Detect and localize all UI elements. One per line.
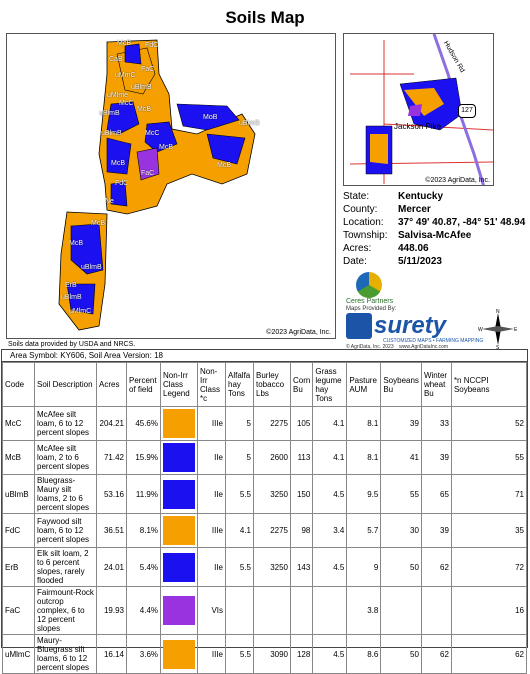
- area-symbol: Area Symbol: KY606, Soil Area Version: 18: [2, 350, 527, 362]
- ceres-logo: [346, 272, 393, 305]
- class-legend-swatch: [161, 548, 198, 587]
- soils-table: [2, 362, 527, 674]
- surety-logo: surety: [374, 312, 447, 339]
- table-row: [3, 514, 527, 548]
- map-label: CaB: [109, 56, 123, 63]
- cell-pct: 15.9%: [127, 441, 161, 475]
- col-header: Soil Description: [35, 363, 97, 407]
- cell-pct: 11.9%: [127, 475, 161, 514]
- soils-table-container: [1, 349, 528, 672]
- surety-logo-icon: [346, 313, 372, 339]
- legend-color: [163, 553, 195, 582]
- compass-icon: [478, 309, 518, 349]
- cell-wheat: 39: [421, 441, 451, 475]
- cell-nccpi: 71: [451, 475, 526, 514]
- cell-acres: 16.14: [97, 635, 127, 674]
- map-label: uMmC: [115, 72, 136, 79]
- col-header: Corn Bu: [291, 363, 313, 407]
- cell-burley: [254, 587, 291, 635]
- map-label: uBlmB: [131, 84, 152, 91]
- cell-burley: 3250: [254, 548, 291, 587]
- compass-w: W: [478, 327, 483, 333]
- map-label: FdC: [145, 42, 159, 49]
- cell-burley: 2275: [254, 514, 291, 548]
- map-copyright: ©2023 AgriData, Inc.: [266, 329, 331, 336]
- inset-map[interactable]: [343, 33, 494, 186]
- cell-pct: 5.4%: [127, 548, 161, 587]
- cell-cls: IIIe: [198, 407, 226, 441]
- cell-grass: 4.1: [313, 441, 347, 475]
- location-value: 37° 49' 40.87, -84° 51' 48.94: [398, 217, 526, 228]
- township-value: Salvisa-McAfee: [398, 230, 472, 241]
- cell-pct: 3.6%: [127, 635, 161, 674]
- cell-acres: 53.16: [97, 475, 127, 514]
- road-label: Jackson Pike: [394, 122, 442, 131]
- cell-code: FaC: [3, 587, 35, 635]
- map-label: McB: [117, 40, 131, 47]
- cell-pasture: 8.1: [347, 441, 381, 475]
- cell-corn: 143: [291, 548, 313, 587]
- ceres-logo-text: Ceres Partners: [346, 298, 394, 305]
- cell-pct: 45.6%: [127, 407, 161, 441]
- map-label: uBlmB: [101, 130, 122, 137]
- cell-wheat: 62: [421, 635, 451, 674]
- compass-n: N: [496, 309, 500, 315]
- map-label: uBlmB: [81, 264, 102, 271]
- cell-pasture: 8.6: [347, 635, 381, 674]
- cell-code: ErB: [3, 548, 35, 587]
- cell-soy: 30: [381, 514, 422, 548]
- cell-code: McC: [3, 407, 35, 441]
- col-header: Grass legume hay Tons: [313, 363, 347, 407]
- col-header: Code: [3, 363, 35, 407]
- map-label: FaC: [141, 66, 155, 73]
- cell-cls: IIe: [198, 548, 226, 587]
- cell-soy: 41: [381, 441, 422, 475]
- cell-cls: VIs: [198, 587, 226, 635]
- cell-acres: 204.21: [97, 407, 127, 441]
- map-label: McB: [217, 162, 231, 169]
- map-label: FdC: [115, 180, 129, 187]
- class-legend-swatch: [161, 441, 198, 475]
- cell-desc: Faywood silt loam, 6 to 12 percent slopes: [35, 514, 97, 548]
- map-label: uBlmB: [99, 110, 120, 117]
- cell-corn: 98: [291, 514, 313, 548]
- cell-nccpi: 35: [451, 514, 526, 548]
- state-label: State:: [343, 191, 370, 202]
- cell-wheat: 39: [421, 514, 451, 548]
- state-value: Kentucky: [398, 191, 444, 202]
- table-row: [3, 441, 527, 475]
- cell-burley: 3250: [254, 475, 291, 514]
- soils-map[interactable]: [6, 33, 336, 339]
- inset-copyright: ©2023 AgriData, Inc.: [425, 177, 490, 184]
- map-label: McB: [91, 220, 105, 227]
- route-shield: 127: [458, 104, 476, 118]
- cell-alfalfa: 5: [226, 441, 254, 475]
- map-label: McC: [145, 130, 160, 137]
- map-label: McB: [137, 106, 151, 113]
- cell-cls: IIe: [198, 441, 226, 475]
- cell-soy: 50: [381, 635, 422, 674]
- cell-grass: 4.5: [313, 475, 347, 514]
- cell-cls: IIe: [198, 475, 226, 514]
- cell-wheat: 62: [421, 548, 451, 587]
- road-label: Hudson Rd: [441, 40, 466, 74]
- table-row: [3, 635, 527, 674]
- cell-corn: 113: [291, 441, 313, 475]
- page-title: Soils Map: [225, 8, 305, 27]
- cell-nccpi: 55: [451, 441, 526, 475]
- map-label: MoB: [203, 114, 218, 121]
- class-legend-swatch: [161, 635, 198, 674]
- ceres-emblem-icon: [356, 272, 382, 298]
- col-header: Alfalfa hay Tons: [226, 363, 254, 407]
- footer-right: www.AgriDataInc.com: [399, 344, 449, 350]
- class-legend-swatch: [161, 514, 198, 548]
- made-by-label: Maps Provided By:: [346, 306, 397, 312]
- map-label: McC: [119, 100, 134, 107]
- cell-soy: 50: [381, 548, 422, 587]
- cell-corn: [291, 587, 313, 635]
- cell-nccpi: 52: [451, 407, 526, 441]
- col-header: Pasture AUM: [347, 363, 381, 407]
- cell-corn: 105: [291, 407, 313, 441]
- cell-pct: 4.4%: [127, 587, 161, 635]
- table-row: [3, 548, 527, 587]
- cell-pct: 8.1%: [127, 514, 161, 548]
- col-header: Percent of field: [127, 363, 161, 407]
- cell-wheat: [421, 587, 451, 635]
- col-header: Non-Irr Class *c: [198, 363, 226, 407]
- acres-value: 448.06: [398, 243, 429, 254]
- cell-code: uBlmB: [3, 475, 35, 514]
- col-header: Soybeans Bu: [381, 363, 422, 407]
- cell-alfalfa: 5.5: [226, 475, 254, 514]
- class-legend-swatch: [161, 587, 198, 635]
- map-label: Ne: [105, 198, 114, 205]
- cell-desc: Maury-Bluegrass silt loams, 6 to 12 percent slopes: [35, 635, 97, 674]
- compass-s: S: [496, 345, 500, 349]
- cell-wheat: 33: [421, 407, 451, 441]
- map-label: ErB: [65, 282, 77, 289]
- table-row: [3, 475, 527, 514]
- legend-color: [163, 409, 195, 438]
- class-legend-swatch: [161, 475, 198, 514]
- cell-desc: Elk silt loam, 2 to 6 percent slopes, rarely flooded: [35, 548, 97, 587]
- legend-color: [163, 480, 195, 509]
- location-info: [343, 190, 525, 268]
- cell-code: McB: [3, 441, 35, 475]
- cell-soy: 39: [381, 407, 422, 441]
- cell-wheat: 65: [421, 475, 451, 514]
- table-header-row: [3, 363, 527, 407]
- map-label: FaC: [141, 170, 155, 177]
- cell-nccpi: 16: [451, 587, 526, 635]
- cell-soy: 55: [381, 475, 422, 514]
- cell-alfalfa: 4.1: [226, 514, 254, 548]
- cell-alfalfa: 5: [226, 407, 254, 441]
- date-label: Date:: [343, 256, 367, 267]
- cell-pasture: 5.7: [347, 514, 381, 548]
- county-value: Mercer: [398, 204, 431, 215]
- cell-alfalfa: 5.5: [226, 635, 254, 674]
- compass-e: E: [514, 327, 518, 333]
- cell-desc: Bluegrass-Maury silt loams, 2 to 6 percent slopes: [35, 475, 97, 514]
- col-header: Winter wheat Bu: [421, 363, 451, 407]
- map-label: McB: [159, 144, 173, 151]
- cell-acres: 71.42: [97, 441, 127, 475]
- cell-pasture: 9.5: [347, 475, 381, 514]
- date-value: 5/11/2023: [398, 256, 442, 267]
- cell-cls: IIIe: [198, 514, 226, 548]
- legend-color: [163, 516, 195, 545]
- location-label: Location:: [343, 217, 384, 228]
- cell-grass: 4.5: [313, 548, 347, 587]
- cell-nccpi: 72: [451, 548, 526, 587]
- cell-pasture: 3.8: [347, 587, 381, 635]
- cell-corn: 128: [291, 635, 313, 674]
- cell-grass: [313, 587, 347, 635]
- cell-code: FdC: [3, 514, 35, 548]
- cell-desc: Fairmount-Rock outcrop complex, 6 to 12 percent slopes: [35, 587, 97, 635]
- legend-color: [163, 596, 195, 625]
- source-note: Soils data provided by USDA and NRCS.: [8, 341, 136, 348]
- township-label: Township:: [343, 230, 388, 241]
- cell-pasture: 8.1: [347, 407, 381, 441]
- map-label: McB: [69, 240, 83, 247]
- county-label: County:: [343, 204, 378, 215]
- cell-burley: 3090: [254, 635, 291, 674]
- cell-alfalfa: 5.5: [226, 548, 254, 587]
- cell-acres: 24.01: [97, 548, 127, 587]
- map-label: uBlmB: [61, 294, 82, 301]
- acres-label: Acres:: [343, 243, 372, 254]
- col-header: Non-Irr Class Legend: [161, 363, 198, 407]
- cell-acres: 36.51: [97, 514, 127, 548]
- col-header: *n NCCPI Soybeans: [451, 363, 526, 407]
- cell-grass: 3.4: [313, 514, 347, 548]
- class-legend-swatch: [161, 407, 198, 441]
- cell-burley: 2600: [254, 441, 291, 475]
- cell-pasture: 9: [347, 548, 381, 587]
- cell-acres: 19.93: [97, 587, 127, 635]
- cell-grass: 4.1: [313, 407, 347, 441]
- cell-grass: 4.5: [313, 635, 347, 674]
- cell-soy: [381, 587, 422, 635]
- footer-left: © AgriData, Inc. 2023: [346, 344, 394, 350]
- cell-desc: McAfee silt loam, 2 to 6 percent slopes: [35, 441, 97, 475]
- map-label: uMlme: [107, 92, 129, 99]
- cell-alfalfa: [226, 587, 254, 635]
- table-row: [3, 587, 527, 635]
- cell-burley: 2275: [254, 407, 291, 441]
- cell-code: uMlmC: [3, 635, 35, 674]
- cell-corn: 150: [291, 475, 313, 514]
- cell-desc: McAfee silt loam, 6 to 12 percent slopes: [35, 407, 97, 441]
- soils-map-graphic: [7, 34, 336, 339]
- table-row: [3, 407, 527, 441]
- legend-color: [163, 443, 195, 472]
- cell-nccpi: 62: [451, 635, 526, 674]
- legend-color: [163, 640, 195, 669]
- map-label: McB: [111, 160, 125, 167]
- map-label: uMlmC: [69, 308, 92, 315]
- map-label: uBlmB: [239, 120, 260, 127]
- cell-cls: IIIe: [198, 635, 226, 674]
- col-header: Acres: [97, 363, 127, 407]
- col-header: Burley tobacco Lbs: [254, 363, 291, 407]
- surety-tagline: CUSTOMIZED MAPS • FARMING MAPPING: [383, 338, 484, 344]
